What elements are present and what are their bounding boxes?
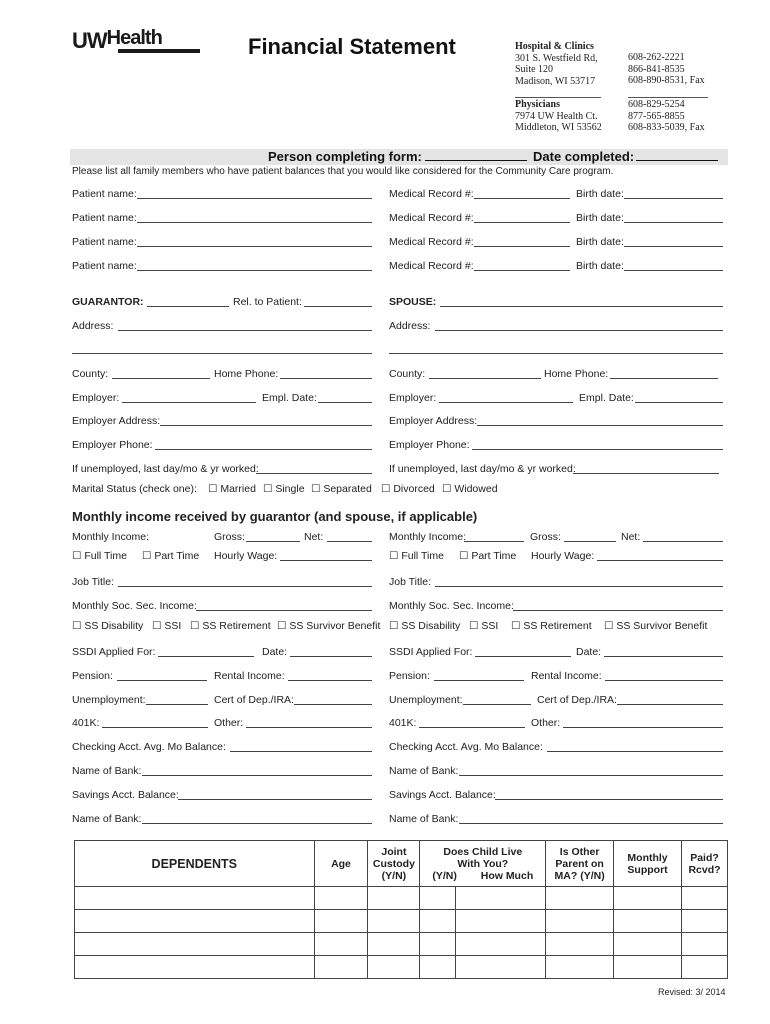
- guarantor-soc-sec-label: Monthly Soc. Sec. Income:: [72, 600, 197, 612]
- guarantor-employer-address-field[interactable]: [160, 425, 372, 426]
- marital-option-checkbox[interactable]: ☐ Widowed: [442, 483, 498, 495]
- physicians-address: [515, 99, 602, 134]
- guarantor-ssdi-field[interactable]: [158, 656, 254, 657]
- spouse-ss-option-checkbox[interactable]: ☐ SSI: [469, 620, 499, 632]
- medical-record-label: Medical Record #:: [389, 260, 474, 272]
- dependent-cell[interactable]: [314, 887, 368, 910]
- dependent-cell[interactable]: [368, 887, 420, 910]
- spouse-checking-bank-field[interactable]: [459, 775, 723, 776]
- medical-record-field[interactable]: [474, 198, 570, 199]
- ss-option-label: SS Disability: [84, 620, 144, 632]
- spouse-net-field[interactable]: [643, 541, 723, 542]
- dependent-cell[interactable]: [420, 956, 456, 979]
- hospital-line: Madison, WI 53717: [515, 75, 596, 87]
- guarantor-cert-field[interactable]: [294, 704, 372, 705]
- paid-header-line: Paid?: [690, 851, 719, 864]
- guarantor-checking-field[interactable]: [230, 751, 372, 752]
- monthly-support-header: [614, 841, 682, 887]
- spouse-ssdi-date-label: Date:: [576, 646, 602, 658]
- child-live-header: [420, 841, 546, 887]
- dependent-cell[interactable]: [456, 956, 546, 979]
- guarantor-other-label: Other:: [214, 717, 244, 729]
- guarantor-employer-field[interactable]: [122, 402, 256, 403]
- dependent-row: [75, 956, 728, 979]
- guarantor-unemployment-label: Unemployment:: [72, 694, 146, 706]
- address-divider: [515, 97, 601, 98]
- ss-option-label: SS Survivor Benefit: [289, 620, 381, 632]
- dependent-row: [75, 910, 728, 933]
- spouse-ss-option-checkbox[interactable]: ☐ SS Retirement: [511, 620, 592, 632]
- guarantor-unemployed-field[interactable]: [256, 473, 372, 474]
- dependent-cell[interactable]: [546, 956, 614, 979]
- spouse-name-field[interactable]: [440, 306, 723, 307]
- spouse-job-title-label: Job Title:: [389, 576, 432, 588]
- guarantor-cert-label: Cert of Dep./IRA:: [214, 694, 294, 706]
- guarantor-job-title-field[interactable]: [118, 586, 372, 587]
- guarantor-unemployed-label: If unemployed, last day/mo & yr worked:: [72, 463, 259, 475]
- spouse-savings-bank-label: Name of Bank:: [389, 813, 459, 825]
- spouse-full-time-checkbox[interactable]: ☐ Full Time: [389, 550, 444, 562]
- dependents-header-row: [75, 841, 728, 887]
- how-much-label: How Much: [480, 869, 534, 882]
- spouse-home-phone-label: Home Phone:: [544, 368, 609, 380]
- logo-uw-text: UW: [72, 28, 107, 53]
- physicians-phone: 877-565-8855: [628, 110, 685, 122]
- guarantor-unemployment-field[interactable]: [146, 704, 208, 705]
- hospital-address: [515, 41, 598, 87]
- patient-name-field[interactable]: [137, 270, 372, 271]
- address-divider: [628, 97, 708, 98]
- dependent-cell[interactable]: [314, 910, 368, 933]
- spouse-savings-label: Savings Acct. Balance:: [389, 789, 496, 801]
- patient-name-field[interactable]: [137, 222, 372, 223]
- spouse-employer-address-field[interactable]: [477, 425, 723, 426]
- other-parent-header-line: Is Other: [559, 845, 600, 858]
- spouse-other-field[interactable]: [563, 727, 723, 728]
- spouse-rental-label: Rental Income:: [531, 670, 602, 682]
- dependent-cell[interactable]: [546, 933, 614, 956]
- dependent-cell[interactable]: [682, 887, 728, 910]
- spouse-unemployed-field[interactable]: [573, 473, 719, 474]
- age-header: Age: [314, 841, 368, 887]
- guarantor-home-phone-label: Home Phone:: [214, 368, 279, 380]
- joint-custody-header: [368, 841, 420, 887]
- part-time-label: Part Time: [471, 550, 517, 562]
- dependent-cell[interactable]: [682, 956, 728, 979]
- dependent-cell[interactable]: [614, 956, 682, 979]
- spouse-employer-address-label: Employer Address:: [389, 415, 478, 427]
- income-section-heading: Monthly income received by guarantor (and spouse, if applicable): [72, 509, 478, 524]
- dependent-cell[interactable]: [614, 910, 682, 933]
- spouse-cert-field[interactable]: [617, 704, 723, 705]
- paid-header-line: Rcvd?: [688, 863, 721, 876]
- dependent-cell[interactable]: [456, 887, 546, 910]
- spouse-part-time-checkbox[interactable]: ☐ Part Time: [459, 550, 517, 562]
- guarantor-401k-field[interactable]: [102, 727, 208, 728]
- monthly-support-header-line: Monthly: [627, 851, 668, 864]
- dependent-cell[interactable]: [614, 933, 682, 956]
- birth-date-label: Birth date:: [576, 188, 624, 200]
- marital-option-label: Divorced: [393, 483, 435, 495]
- guarantor-soc-sec-field[interactable]: [196, 610, 372, 611]
- other-parent-header-line: MA? (Y/N): [554, 869, 605, 882]
- ss-option-label: SSI: [481, 620, 499, 632]
- spouse-ss-option-checkbox[interactable]: ☐ SS Survivor Benefit: [604, 620, 708, 632]
- guarantor-ss-option-checkbox[interactable]: ☐ SS Survivor Benefit: [277, 620, 381, 632]
- birth-date-field[interactable]: [624, 246, 723, 247]
- spouse-job-title-field[interactable]: [435, 586, 723, 587]
- child-live-yn-label: (Y/N): [432, 869, 457, 882]
- spouse-address-line2[interactable]: [389, 353, 723, 354]
- dependent-cell[interactable]: [75, 910, 315, 933]
- guarantor-full-time-checkbox[interactable]: ☐ Full Time: [72, 550, 127, 562]
- date-completed-label: Date completed:: [533, 149, 635, 164]
- dependent-cell[interactable]: [420, 887, 456, 910]
- spouse-other-label: Other:: [531, 717, 561, 729]
- part-time-label: Part Time: [154, 550, 200, 562]
- physicians-line: 7974 UW Health Ct.: [515, 110, 598, 122]
- spouse-soc-sec-label: Monthly Soc. Sec. Income:: [389, 600, 514, 612]
- rel-to-patient-label: Rel. to Patient:: [233, 296, 302, 308]
- guarantor-checking-bank-label: Name of Bank:: [72, 765, 142, 777]
- spouse-net-label: Net:: [621, 531, 641, 543]
- date-completed-field[interactable]: [636, 160, 718, 161]
- guarantor-address-field[interactable]: [118, 330, 372, 331]
- guarantor-empl-date-label: Empl. Date:: [262, 392, 317, 404]
- ss-option-label: SSI: [164, 620, 182, 632]
- child-live-header-line: Does Child Live: [443, 845, 523, 858]
- spouse-savings-field[interactable]: [495, 799, 723, 800]
- spouse-checking-bank-label: Name of Bank:: [389, 765, 459, 777]
- spouse-address-field[interactable]: [435, 330, 723, 331]
- dependents-title: DEPENDENTS: [75, 841, 315, 887]
- guarantor-rental-label: Rental Income:: [214, 670, 285, 682]
- guarantor-net-label: Net:: [304, 531, 324, 543]
- guarantor-gross-field[interactable]: [246, 541, 300, 542]
- spouse-unemployment-field[interactable]: [463, 704, 531, 705]
- spouse-empl-date-field[interactable]: [635, 402, 723, 403]
- spouse-rental-field[interactable]: [605, 680, 723, 681]
- guarantor-employer-phone-label: Employer Phone:: [72, 439, 153, 451]
- full-time-label: Full Time: [401, 550, 444, 562]
- spouse-county-field[interactable]: [429, 378, 541, 379]
- guarantor-address-label: Address:: [72, 320, 114, 332]
- physicians-fax: 608-833-5039, Fax: [628, 122, 705, 133]
- guarantor-checking-label: Checking Acct. Avg. Mo Balance:: [72, 741, 226, 753]
- guarantor-empl-date-field[interactable]: [318, 402, 372, 403]
- patient-name-label: Patient name:: [72, 236, 137, 248]
- revised-date: Revised: 3/ 2014: [658, 987, 726, 997]
- other-parent-header-line: Parent on: [555, 857, 604, 870]
- spouse-employer-phone-field[interactable]: [472, 449, 723, 450]
- dependent-cell[interactable]: [368, 933, 420, 956]
- guarantor-rental-field[interactable]: [288, 680, 372, 681]
- monthly-support-header-line: Support: [627, 863, 668, 876]
- spouse-checking-field[interactable]: [547, 751, 723, 752]
- spouse-401k-label: 401K:: [389, 717, 417, 729]
- spouse-unemployment-label: Unemployment:: [389, 694, 463, 706]
- spouse-savings-bank-field[interactable]: [459, 823, 723, 824]
- child-live-header-line: With You?: [457, 857, 509, 870]
- guarantor-ssdi-date-field[interactable]: [290, 656, 372, 657]
- spouse-county-label: County:: [389, 368, 426, 380]
- dependent-cell[interactable]: [546, 910, 614, 933]
- spouse-empl-date-label: Empl. Date:: [579, 392, 634, 404]
- marital-status-label: Marital Status (check one):: [72, 483, 197, 495]
- medical-record-field[interactable]: [474, 270, 570, 271]
- guarantor-employer-label: Employer:: [72, 392, 120, 404]
- ss-option-label: SS Survivor Benefit: [616, 620, 708, 632]
- guarantor-ss-option-checkbox[interactable]: ☐ SSI: [152, 620, 182, 632]
- rel-to-patient-field[interactable]: [304, 306, 372, 307]
- spouse-pension-label: Pension:: [389, 670, 430, 682]
- dependent-row: [75, 887, 728, 910]
- spouse-employer-field[interactable]: [439, 402, 573, 403]
- guarantor-hourly-label: Hourly Wage:: [214, 550, 278, 562]
- hospital-line: Suite 120: [515, 64, 554, 75]
- guarantor-county-label: County:: [72, 368, 109, 380]
- marital-option-checkbox[interactable]: ☐ Divorced: [381, 483, 435, 495]
- guarantor-savings-field[interactable]: [178, 799, 372, 800]
- dependent-cell[interactable]: [75, 956, 315, 979]
- dependent-cell[interactable]: [314, 956, 368, 979]
- guarantor-home-phone-field[interactable]: [280, 378, 372, 379]
- logo-underline: [118, 49, 200, 53]
- spouse-gross-label: Gross:: [530, 531, 561, 543]
- medical-record-label: Medical Record #:: [389, 212, 474, 224]
- dependent-cell[interactable]: [682, 910, 728, 933]
- guarantor-county-field[interactable]: [112, 378, 210, 379]
- spouse-gross-field[interactable]: [564, 541, 616, 542]
- guarantor-label: GUARANTOR:: [72, 296, 144, 308]
- hospital-phone: 866-841-8535: [628, 63, 685, 75]
- guarantor-address-line2[interactable]: [72, 353, 372, 354]
- hospital-phones: [628, 52, 705, 87]
- guarantor-hourly-field[interactable]: [280, 560, 372, 561]
- guarantor-pension-label: Pension:: [72, 670, 113, 682]
- patient-name-label: Patient name:: [72, 188, 137, 200]
- spouse-unemployed-label: If unemployed, last day/mo & yr worked:: [389, 463, 576, 475]
- spouse-home-phone-field[interactable]: [610, 378, 718, 379]
- person-completing-label: Person completing form:: [268, 149, 422, 164]
- guarantor-ssdi-label: SSDI Applied For:: [72, 646, 156, 658]
- joint-header-line: Custody: [372, 857, 415, 870]
- spouse-ssdi-label: SSDI Applied For:: [389, 646, 473, 658]
- guarantor-pension-field[interactable]: [117, 680, 207, 681]
- guarantor-401k-label: 401K:: [72, 717, 100, 729]
- dependent-cell[interactable]: [682, 933, 728, 956]
- patient-name-label: Patient name:: [72, 260, 137, 272]
- dependent-cell[interactable]: [614, 887, 682, 910]
- marital-option-label: Single: [275, 483, 305, 495]
- guarantor-savings-label: Savings Acct. Balance:: [72, 789, 179, 801]
- guarantor-checking-bank-field[interactable]: [142, 775, 372, 776]
- person-completing-field[interactable]: [425, 160, 527, 161]
- birth-date-field[interactable]: [624, 198, 723, 199]
- spouse-label: SPOUSE:: [389, 296, 437, 308]
- guarantor-employer-phone-field[interactable]: [155, 449, 372, 450]
- marital-option-checkbox[interactable]: ☐ Separated: [311, 483, 372, 495]
- spouse-401k-field[interactable]: [419, 727, 525, 728]
- spouse-soc-sec-field[interactable]: [513, 610, 723, 611]
- spouse-ssdi-date-field[interactable]: [604, 656, 723, 657]
- guarantor-employer-address-label: Employer Address:: [72, 415, 161, 427]
- guarantor-ss-option-checkbox[interactable]: ☐ SS Disability: [72, 620, 144, 632]
- marital-option-label: Separated: [323, 483, 372, 495]
- spouse-employer-label: Employer:: [389, 392, 437, 404]
- dependent-cell[interactable]: [314, 933, 368, 956]
- guarantor-name-field[interactable]: [147, 306, 229, 307]
- medical-record-field[interactable]: [474, 246, 570, 247]
- spouse-pension-field[interactable]: [434, 680, 524, 681]
- physicians-phones: [628, 99, 705, 134]
- spouse-hourly-field[interactable]: [597, 560, 723, 561]
- guarantor-savings-bank-field[interactable]: [142, 823, 372, 824]
- dependent-cell[interactable]: [546, 887, 614, 910]
- guarantor-ssdi-date-label: Date:: [262, 646, 288, 658]
- hospital-phone: 608-262-2221: [628, 52, 685, 63]
- guarantor-part-time-checkbox[interactable]: ☐ Part Time: [142, 550, 200, 562]
- medical-record-field[interactable]: [474, 222, 570, 223]
- full-time-label: Full Time: [84, 550, 127, 562]
- patient-name-label: Patient name:: [72, 212, 137, 224]
- guarantor-ss-option-checkbox[interactable]: ☐ SS Retirement: [190, 620, 271, 632]
- marital-option-checkbox[interactable]: ☐ Married: [208, 483, 256, 495]
- joint-header-line: Joint: [381, 845, 407, 858]
- birth-date-label: Birth date:: [576, 260, 624, 272]
- spouse-hourly-label: Hourly Wage:: [531, 550, 595, 562]
- spouse-checking-label: Checking Acct. Avg. Mo Balance:: [389, 741, 543, 753]
- marital-option-checkbox[interactable]: ☐ Single: [263, 483, 305, 495]
- physicians-heading: Physicians: [515, 99, 561, 110]
- spouse-employer-phone-label: Employer Phone:: [389, 439, 470, 451]
- hospital-line: 301 S. Westfield Rd,: [515, 52, 598, 64]
- dependent-row: [75, 933, 728, 956]
- spouse-address-label: Address:: [389, 320, 431, 332]
- dependent-cell[interactable]: [75, 933, 315, 956]
- dependent-cell[interactable]: [456, 933, 546, 956]
- spouse-cert-label: Cert of Dep./IRA:: [537, 694, 617, 706]
- joint-header-line: (Y/N): [381, 869, 407, 882]
- patient-name-field[interactable]: [137, 198, 372, 199]
- dependent-cell[interactable]: [420, 933, 456, 956]
- marital-option-label: Widowed: [454, 483, 498, 495]
- spouse-monthly-income-field[interactable]: [464, 541, 524, 542]
- guarantor-savings-bank-label: Name of Bank:: [72, 813, 142, 825]
- physicians-line: Middleton, WI 53562: [515, 122, 602, 133]
- instructions-text: Please list all family members who have patient balances that you would like considered for the Community Care program.: [72, 166, 614, 177]
- hospital-heading: Hospital & Clinics: [515, 41, 594, 52]
- birth-date-label: Birth date:: [576, 236, 624, 248]
- spouse-monthly-income-label: Monthly Income:: [389, 531, 467, 543]
- logo-health-text: Health: [106, 27, 162, 49]
- dependent-cell[interactable]: [420, 910, 456, 933]
- birth-date-field[interactable]: [624, 222, 723, 223]
- spouse-ss-option-checkbox[interactable]: ☐ SS Disability: [389, 620, 461, 632]
- ss-option-label: SS Disability: [401, 620, 461, 632]
- patient-name-field[interactable]: [137, 246, 372, 247]
- birth-date-label: Birth date:: [576, 212, 624, 224]
- ss-option-label: SS Retirement: [202, 620, 271, 632]
- medical-record-label: Medical Record #:: [389, 236, 474, 248]
- form-title: Financial Statement: [248, 34, 456, 59]
- ss-option-label: SS Retirement: [523, 620, 592, 632]
- dependent-cell[interactable]: [368, 956, 420, 979]
- birth-date-field[interactable]: [624, 270, 723, 271]
- guarantor-other-field[interactable]: [246, 727, 372, 728]
- hospital-fax: 608-890-8531, Fax: [628, 75, 705, 86]
- guarantor-monthly-income-label: Monthly Income:: [72, 531, 150, 543]
- guarantor-gross-label: Gross:: [214, 531, 245, 543]
- guarantor-job-title-label: Job Title:: [72, 576, 115, 588]
- dependent-cell[interactable]: [75, 887, 315, 910]
- dependents-table: [74, 840, 728, 979]
- marital-option-label: Married: [220, 483, 256, 495]
- guarantor-net-field[interactable]: [327, 541, 372, 542]
- paid-header: [682, 841, 728, 887]
- dependent-cell[interactable]: [368, 910, 420, 933]
- other-parent-header: [546, 841, 614, 887]
- physicians-phone: 608-829-5254: [628, 99, 685, 110]
- dependent-cell[interactable]: [456, 910, 546, 933]
- medical-record-label: Medical Record #:: [389, 188, 474, 200]
- spouse-ssdi-field[interactable]: [475, 656, 571, 657]
